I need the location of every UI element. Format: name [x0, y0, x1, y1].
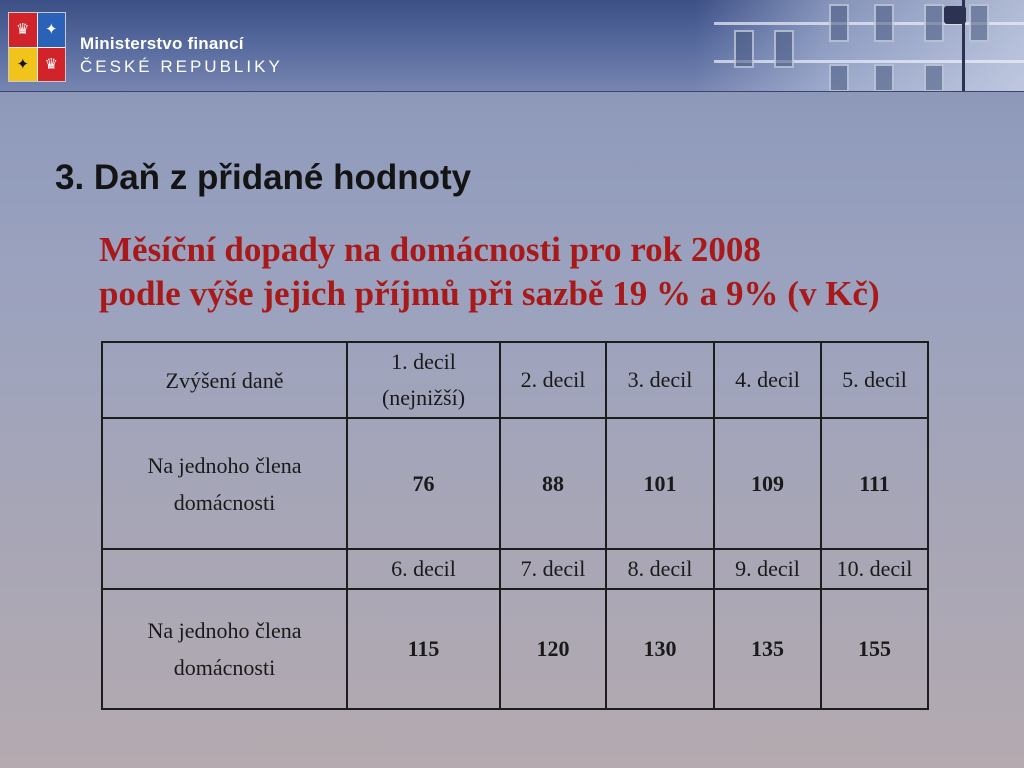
state-emblem	[8, 12, 66, 82]
table-cell: 76	[347, 418, 500, 549]
table-cell: 115	[347, 589, 500, 709]
ministry-name: Ministerstvo financí	[80, 34, 244, 53]
table-cell: 155	[821, 589, 928, 709]
eagle-icon: ✦	[38, 13, 66, 47]
column-header: 7. decil	[500, 549, 606, 589]
column-header: 6. decil	[347, 549, 500, 589]
column-header: 2. decil	[500, 342, 606, 418]
decile-table	[101, 341, 929, 710]
table-cell: 101	[606, 418, 714, 549]
slide-subtitle	[99, 228, 880, 316]
column-header: 4. decil	[714, 342, 821, 418]
table-cell: 135	[714, 589, 821, 709]
row-label: Na jednoho člena domácnosti	[102, 418, 347, 549]
slide-title: 3. Daň z přidané hodnoty	[55, 158, 472, 197]
subtitle-line-1: Měsíční dopady na domácnosti pro rok 2008	[99, 230, 761, 269]
empty-cell	[102, 549, 347, 589]
table-cell: 120	[500, 589, 606, 709]
table-header-row	[102, 549, 928, 589]
column-header: 5. decil	[821, 342, 928, 418]
column-header: 10. decil	[821, 549, 928, 589]
ministry-country: ČESKÉ REPUBLIKY	[80, 57, 283, 76]
table-cell: 88	[500, 418, 606, 549]
table-cell: 111	[821, 418, 928, 549]
table-row	[102, 589, 928, 709]
header-banner	[0, 0, 1024, 92]
table-cell: 130	[606, 589, 714, 709]
table-header-row	[102, 342, 928, 418]
lion-icon: ♛	[38, 48, 66, 82]
row-label: Na jednoho člena domácnosti	[102, 589, 347, 709]
table-cell: 109	[714, 418, 821, 549]
lion-icon: ♛	[9, 13, 37, 47]
column-header: 3. decil	[606, 342, 714, 418]
column-header: 9. decil	[714, 549, 821, 589]
corner-label: Zvýšení daně	[102, 342, 347, 418]
street-lamp-head	[944, 6, 966, 24]
column-header: 1. decil (nejnižší)	[347, 342, 500, 418]
eagle-icon: ✦	[9, 48, 37, 82]
table-row	[102, 418, 928, 549]
building-photo	[694, 0, 1024, 91]
column-header: 8. decil	[606, 549, 714, 589]
subtitle-line-2: podle výše jejich příjmů při sazbě 19 % a 9% (v Kč)	[99, 274, 880, 313]
